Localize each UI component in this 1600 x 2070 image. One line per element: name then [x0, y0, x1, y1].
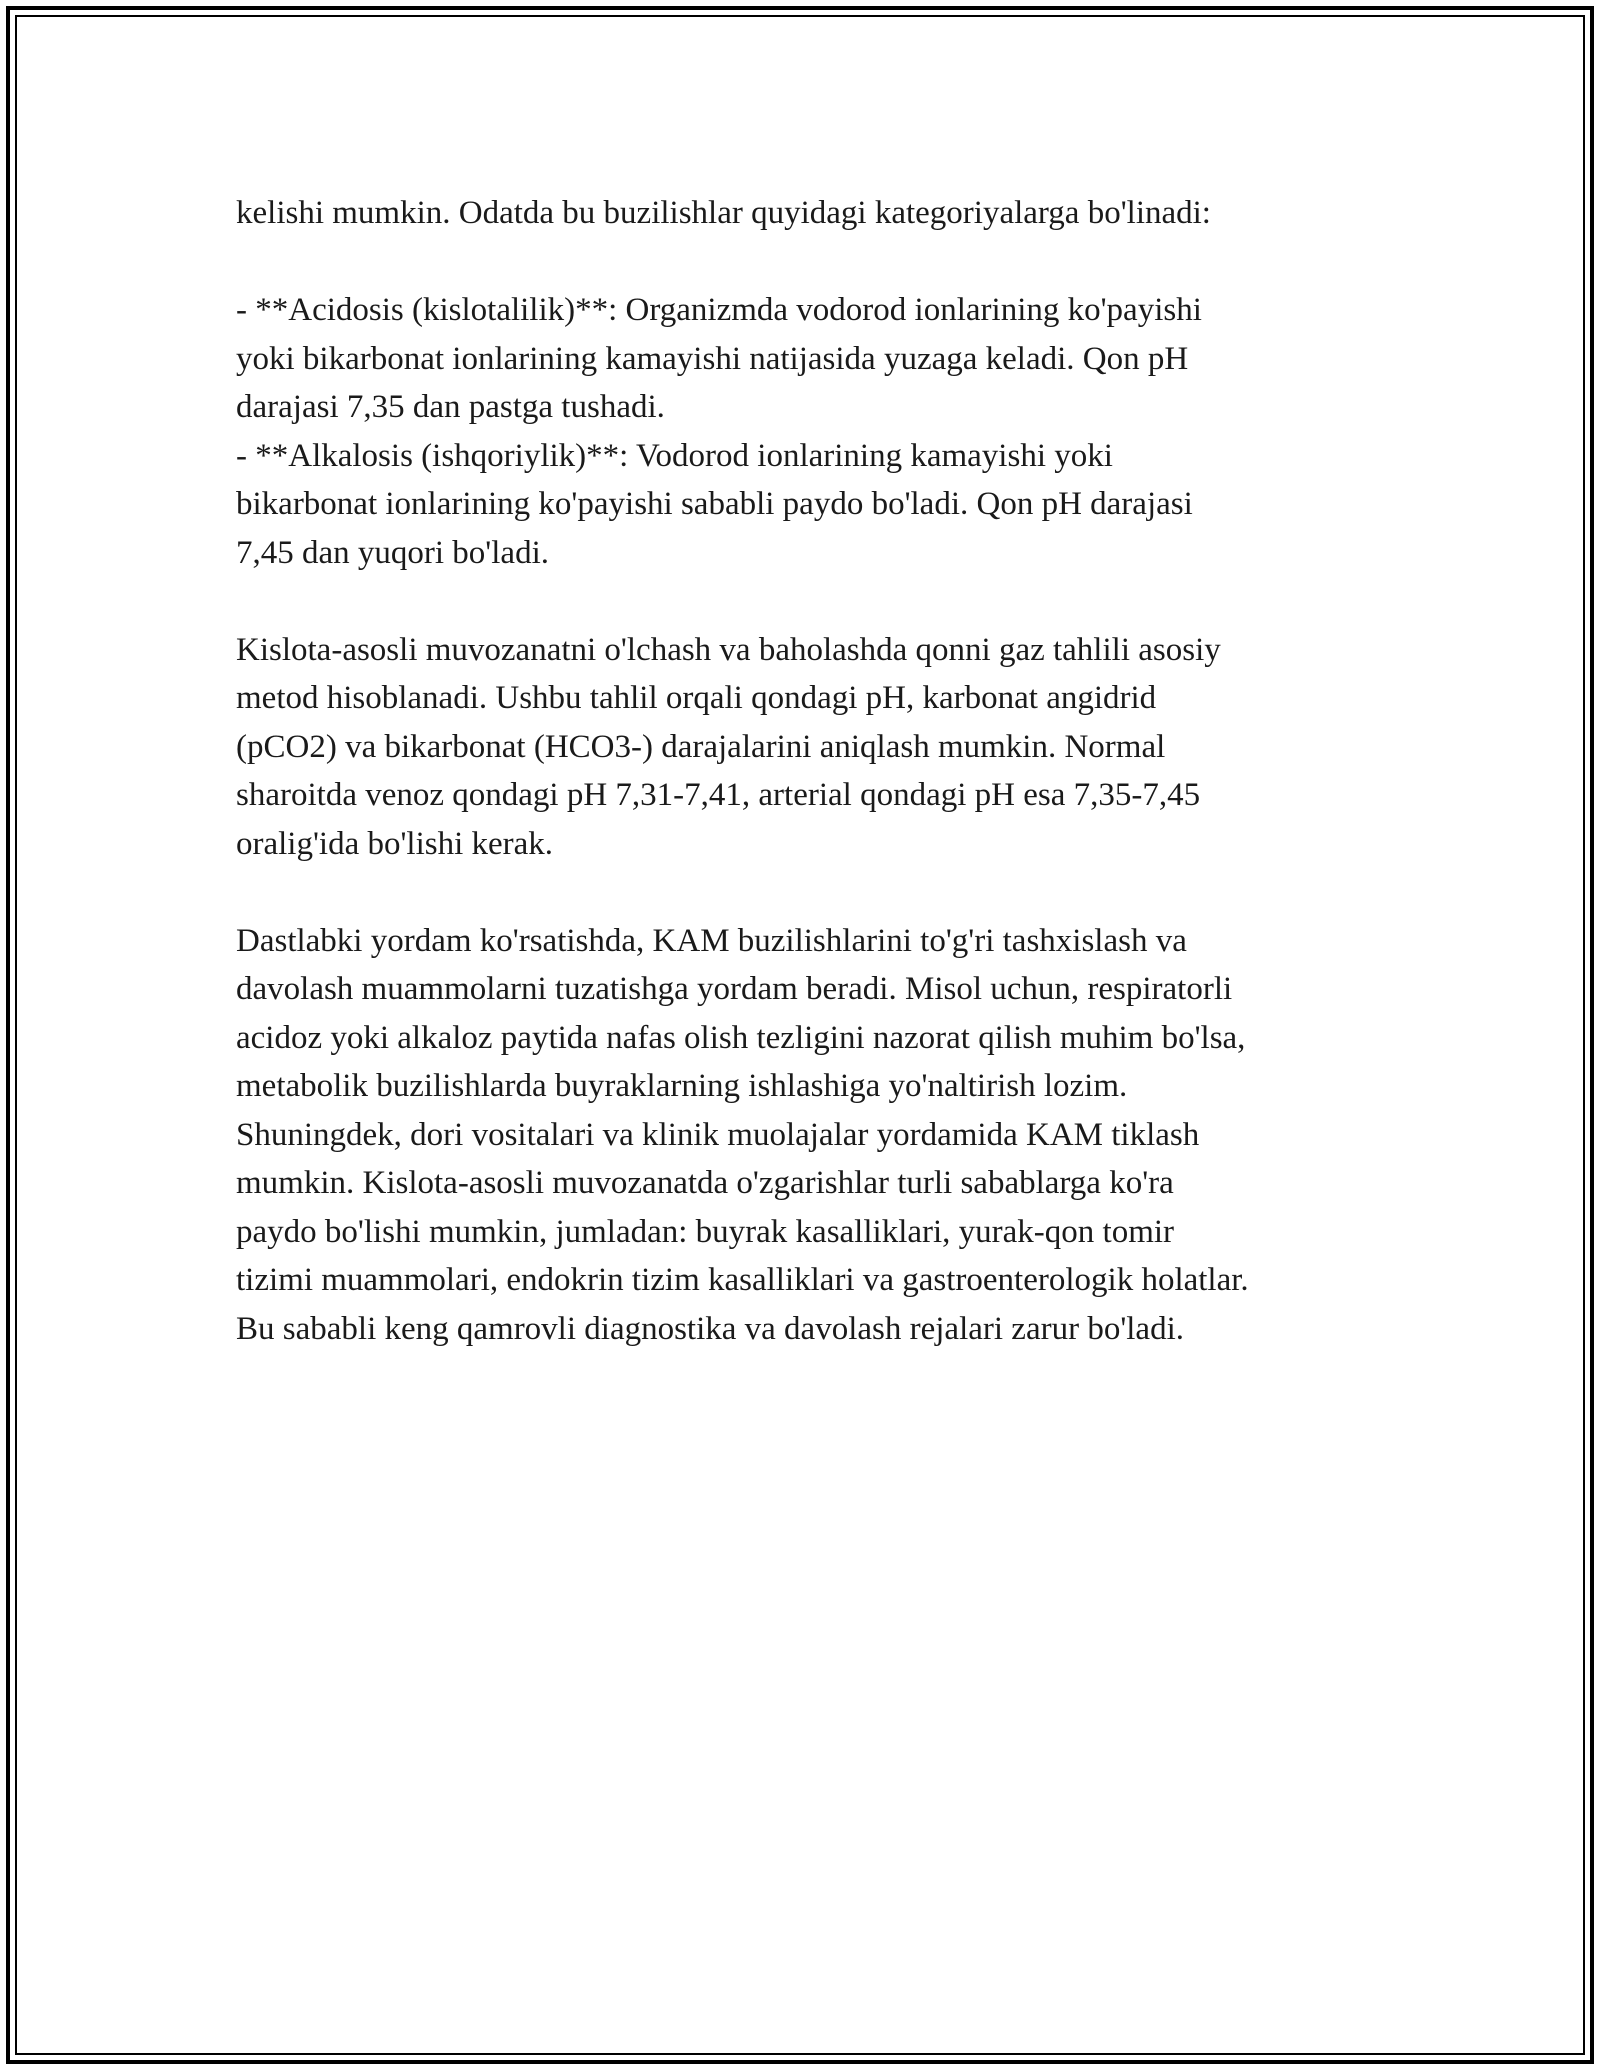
list-item-line: 7,45 dan yuqori bo'ladi.	[236, 534, 549, 571]
paragraph-line: Bu sababli keng qamrovli diagnostika va davolash rejalari zarur bo'ladi.	[236, 1310, 1184, 1347]
paragraph-line: oralig'ida bo'lishi kerak.	[236, 825, 554, 862]
paragraph-gap	[236, 577, 1396, 626]
paragraph-line: sharoitda venoz qondagi pH 7,31-7,41, arterial qondagi pH esa 7,35-7,45	[236, 777, 1201, 813]
list-item-line: bikarbonat ionlarining ko'payishi sababli paydo bo'ladi. Qon pH darajasi	[236, 486, 1193, 522]
paragraph-line: mumkin. Kislota-asosli muvozanatda o'zgarishlar turli sabablarga ko'ra	[236, 1165, 1174, 1201]
list-item-line: - **Acidosis (kislotalilik)**: Organizmda vodorod ionlarining ko'payishi	[236, 292, 1202, 328]
paragraph-line: Kislota-asosli muvozanatni o'lchash va baholashda qonni gaz tahlili asosiy	[236, 631, 1221, 668]
paragraph-blood-gas	[236, 626, 1396, 869]
paragraph-line: (pCO2) va bikarbonat (HCO3-) darajalarini aniqlash mumkin. Normal	[236, 728, 1166, 765]
paragraph-line: acidoz yoki alkaloz paytida nafas olish tezligini nazorat qilish muhim bo'lsa,	[236, 1019, 1246, 1056]
paragraph-gap	[236, 868, 1396, 917]
paragraph-line: metod hisoblanadi. Ushbu tahlil orqali qondagi pH, karbonat angidrid	[236, 680, 1157, 716]
list-item-line: yoki bikarbonat ionlarining kamayishi natijasida yuzaga keladi. Qon pH	[236, 340, 1189, 377]
paragraph-line: metabolik buzilishlarda buyraklarning ishlashiga yo'naltirish lozim.	[236, 1068, 1128, 1104]
paragraph-line: Dastlabki yordam ko'rsatishda, KAM buzilishlarini to'g'ri tashxislash va	[236, 922, 1187, 959]
paragraph-gap	[236, 238, 1396, 287]
list-item-acidosis	[236, 286, 1396, 432]
intro-line: kelishi mumkin. Odatda bu buzilishlar quyidagi kategoriyalarga bo'linadi:	[236, 195, 1211, 231]
paragraph-line: tizimi muammolari, endokrin tizim kasalliklari va gastroenterologik holatlar.	[236, 1262, 1249, 1298]
paragraph-line: davolash muammolarni tuzatishga yordam beradi. Misol uchun, respiratorli	[236, 971, 1233, 1007]
paragraph-first-aid	[236, 917, 1396, 1354]
document-body	[236, 189, 1396, 1353]
paragraph-line: paydo bo'lishi mumkin, jumladan: buyrak kasalliklari, yurak-qon tomir	[236, 1213, 1175, 1250]
list-item-line: darajasi 7,35 dan pastga tushadi.	[236, 389, 665, 425]
paragraph-line: Shuningdek, dori vositalari va klinik muolajalar yordamida KAM tiklash	[236, 1116, 1200, 1153]
list-item-line: - **Alkalosis (ishqoriylik)**: Vodorod ionlarining kamayishi yoki	[236, 437, 1113, 474]
list-item-alkalosis	[236, 432, 1396, 578]
